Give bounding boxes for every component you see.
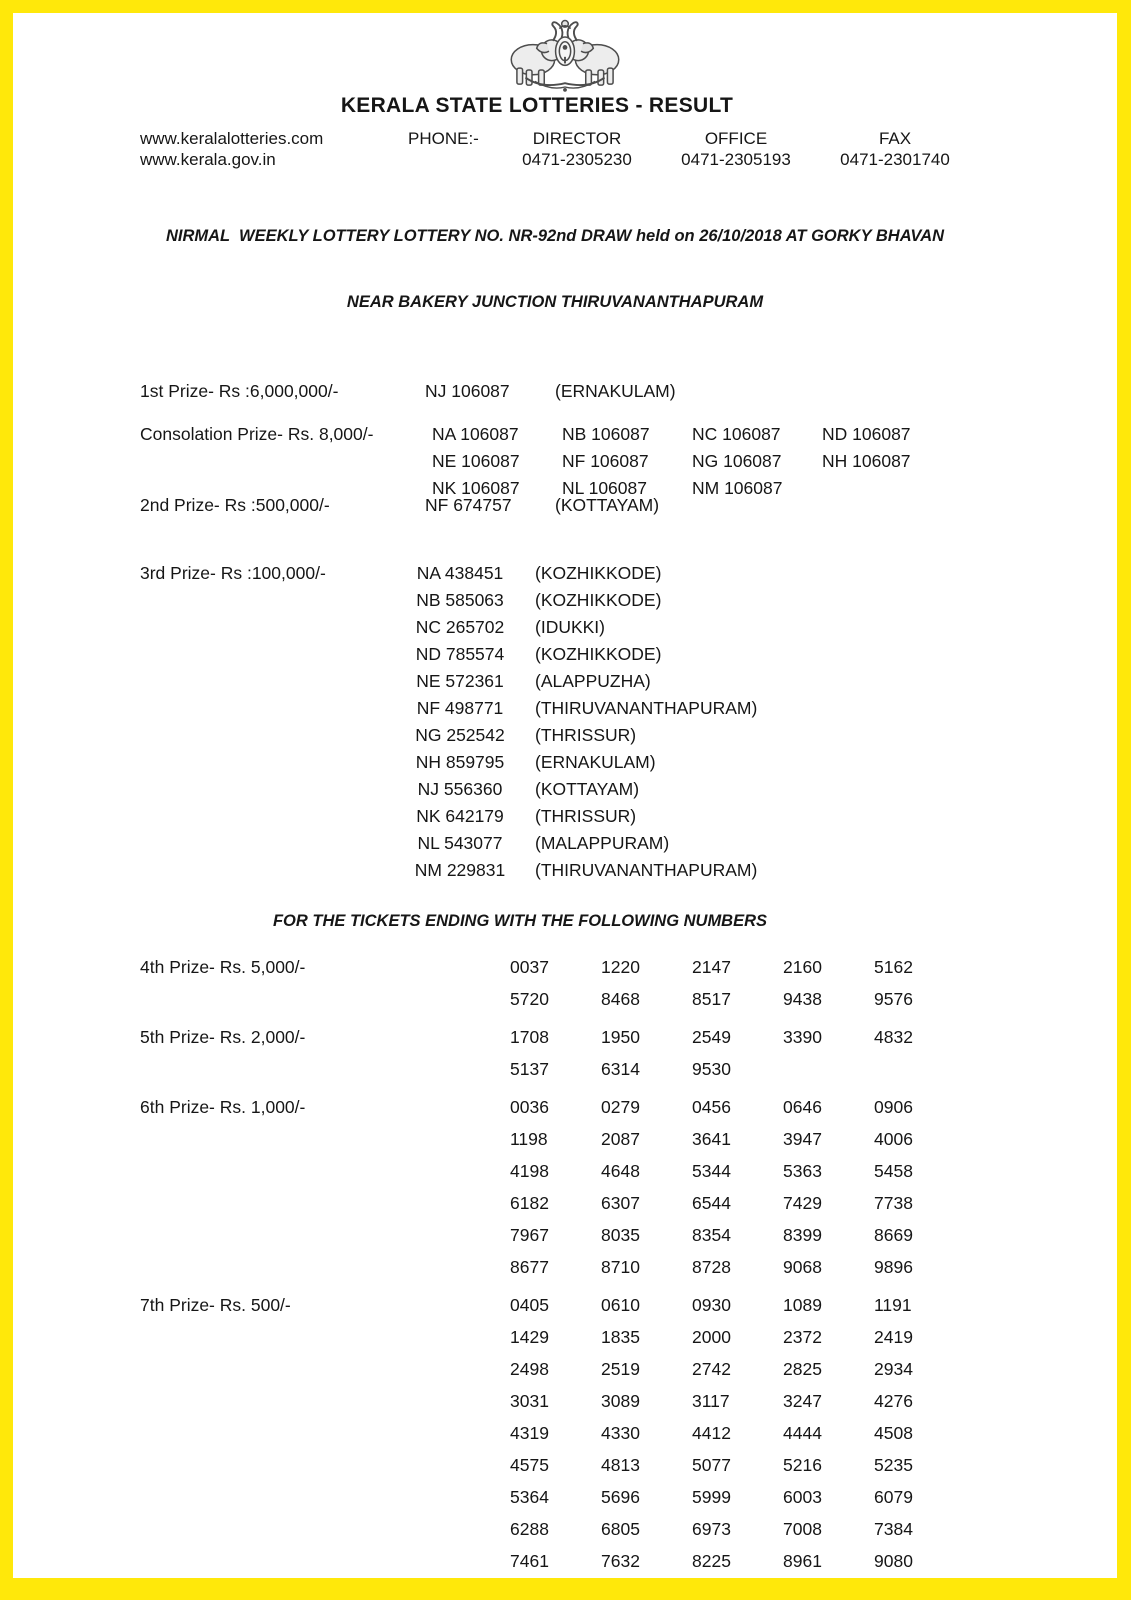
district: (KOTTAYAM): [535, 779, 640, 799]
ticket-ending-number: 2742: [692, 1359, 731, 1379]
ticket-ending-number: 4832: [874, 1027, 913, 1047]
winning-ticket: NG 252542: [415, 725, 505, 745]
contact-number: 0471-2305193: [681, 150, 791, 169]
third-prize-row: [398, 560, 757, 587]
ticket-ending-number: 0279: [601, 1097, 640, 1117]
ticket-ending-number: 0036: [510, 1097, 549, 1117]
ticket-ending-number: 8669: [874, 1225, 913, 1245]
ticket-ending-number: 8468: [601, 989, 640, 1009]
ticket-ending-number: 3089: [601, 1391, 640, 1411]
ticket-ending-number: 9896: [874, 1257, 913, 1277]
ticket-ending-number: 1198: [510, 1129, 548, 1149]
ticket-ending-number: 8354: [692, 1225, 731, 1245]
third-prize-row: [398, 857, 757, 884]
ticket-ending-number: 5696: [601, 1487, 640, 1507]
contact-number: 0471-2301740: [840, 150, 950, 169]
ending-numbers-row: [510, 1021, 965, 1053]
district: (ERNAKULAM): [535, 752, 656, 772]
ticket-ending-number: 1191: [874, 1295, 912, 1315]
ticket-ending-number: 7967: [510, 1225, 549, 1245]
ticket-ending-number: 6307: [601, 1193, 640, 1213]
ticket-ending-number: 5344: [692, 1161, 731, 1181]
ticket-ending-number: 2087: [601, 1129, 640, 1149]
ending-numbers-title: FOR THE TICKETS ENDING WITH THE FOLLOWING NUMBERS: [272, 912, 768, 930]
ticket-ending-number: 4575: [510, 1455, 549, 1475]
consolation-rows: [432, 421, 952, 502]
winning-ticket: NA 106087: [432, 424, 519, 444]
ending-numbers-row: [510, 1385, 965, 1417]
winning-ticket: NC 265702: [415, 617, 505, 637]
ticket-ending-number: 4006: [874, 1129, 913, 1149]
consolation-prize-section: [140, 421, 1117, 502]
third-prize-row: [398, 803, 757, 830]
district: (KOZHIKKODE): [535, 644, 662, 664]
ticket-ending-number: 8517: [692, 989, 731, 1009]
winning-ticket: NC 106087: [692, 424, 781, 444]
district: (ALAPPUZHA): [535, 671, 651, 691]
ticket-ending-number: 8728: [692, 1257, 731, 1277]
draw-title: [13, 181, 1117, 357]
ending-prize-block: [140, 1021, 1117, 1085]
third-prize-row: [398, 776, 757, 803]
winning-ticket: NE 572361: [416, 671, 504, 691]
ticket-ending-number: 5077: [692, 1455, 731, 1475]
ticket-ending-number: 4276: [874, 1391, 913, 1411]
ticket-ending-number: 1950: [601, 1027, 640, 1047]
contact-director: [504, 128, 650, 170]
contact-label: DIRECTOR: [532, 129, 622, 148]
ticket-ending-number: 4330: [601, 1423, 640, 1443]
ticket-ending-number: 7632: [601, 1551, 640, 1571]
ending-numbers-row: [510, 1251, 965, 1283]
ticket-ending-number: 9438: [783, 989, 822, 1009]
prize-label: 6th Prize- Rs. 1,000/-: [140, 1097, 306, 1117]
ticket-ending-number: 2825: [783, 1359, 822, 1379]
third-prize-row: [398, 668, 757, 695]
ticket-ending-number: 6314: [601, 1059, 640, 1079]
ticket-ending-number: 4813: [601, 1455, 640, 1475]
ticket-ending-number: 1220: [601, 957, 640, 977]
ticket-ending-number: 6182: [510, 1193, 549, 1213]
ticket-ending-number: 3031: [510, 1391, 549, 1411]
ticket-ending-number: 9068: [783, 1257, 822, 1277]
third-prize-row: [398, 830, 757, 857]
ending-numbers-row: [510, 983, 965, 1015]
district: (THRISSUR): [535, 806, 637, 826]
district: (KOZHIKKODE): [535, 563, 662, 583]
ticket-ending-number: 5162: [874, 957, 913, 977]
ending-prizes: [140, 951, 1117, 1577]
ticket-ending-number: 0037: [510, 957, 549, 977]
ticket-ending-number: 2147: [692, 957, 731, 977]
winning-ticket: NM 106087: [692, 478, 783, 498]
ending-numbers-row: [510, 1545, 965, 1577]
winning-ticket: ND 106087: [822, 424, 911, 444]
ending-prize-block: [140, 1091, 1117, 1283]
phone-label: PHONE:-: [408, 129, 479, 148]
ticket-ending-number: 8677: [510, 1257, 549, 1277]
district: (THRISSUR): [535, 725, 637, 745]
consolation-row: [432, 448, 952, 475]
ticket-ending-number: 8225: [692, 1551, 731, 1571]
ending-numbers-row: [510, 951, 965, 983]
winning-ticket: NE 106087: [432, 451, 520, 471]
ticket-ending-number: 0456: [692, 1097, 731, 1117]
ticket-ending-number: 4198: [510, 1161, 549, 1181]
ticket-ending-number: 1835: [601, 1327, 640, 1347]
ending-numbers-row: [510, 1353, 965, 1385]
draw-title-line2: NEAR BAKERY JUNCTION THIRUVANANTHAPURAM: [346, 293, 764, 311]
district: (ERNAKULAM): [555, 381, 676, 401]
district: (MALAPPURAM): [535, 833, 670, 853]
ending-numbers-row: [510, 1481, 965, 1513]
ticket-ending-number: 6288: [510, 1519, 549, 1539]
ticket-ending-number: 5363: [783, 1161, 822, 1181]
prize-label: 3rd Prize- Rs :100,000/-: [140, 563, 326, 583]
ticket-ending-number: 0930: [692, 1295, 731, 1315]
ending-numbers-row: [510, 1289, 965, 1321]
ticket-ending-number: 0405: [510, 1295, 549, 1315]
winning-ticket: NA 438451: [416, 563, 504, 583]
ending-prize-block: [140, 1289, 1117, 1577]
ticket-ending-number: 3390: [783, 1027, 822, 1047]
ticket-ending-number: 9576: [874, 989, 913, 1009]
ticket-ending-number: 2000: [692, 1327, 731, 1347]
ticket-ending-number: 5216: [783, 1455, 822, 1475]
ticket-ending-number: 5235: [874, 1455, 913, 1475]
ticket-ending-number: 6544: [692, 1193, 731, 1213]
third-prize-row: [398, 614, 757, 641]
ticket-ending-number: 8710: [601, 1257, 640, 1277]
ticket-ending-number: 7738: [874, 1193, 913, 1213]
district: (KOTTAYAM): [555, 495, 660, 515]
emblem-container: [13, 13, 1117, 93]
ticket-ending-number: 7461: [510, 1551, 549, 1571]
ticket-ending-number: 4648: [601, 1161, 640, 1181]
ticket-ending-number: 6079: [874, 1487, 913, 1507]
ending-numbers-row: [510, 1417, 965, 1449]
winning-ticket: NF 498771: [416, 698, 504, 718]
ticket-ending-number: 6805: [601, 1519, 640, 1539]
third-prize-list: [398, 560, 757, 884]
winning-ticket: NJ 106087: [425, 381, 510, 401]
ticket-ending-number: 0906: [874, 1097, 913, 1117]
ending-numbers-row: [510, 1513, 965, 1545]
ticket-ending-number: 9530: [692, 1059, 731, 1079]
district: (THIRUVANANTHAPURAM): [535, 860, 758, 880]
winning-ticket: NK 642179: [416, 806, 504, 826]
ending-numbers-row: [510, 1321, 965, 1353]
ending-numbers-row: [510, 1449, 965, 1481]
second-prize-row: [140, 495, 1117, 515]
consolation-row: [432, 421, 952, 448]
ticket-ending-number: 1429: [510, 1327, 549, 1347]
ticket-ending-number: 0610: [601, 1295, 640, 1315]
winning-ticket: NJ 556360: [417, 779, 503, 799]
ending-numbers-grid: [510, 1021, 965, 1085]
ticket-ending-number: 9080: [874, 1551, 913, 1571]
ticket-ending-number: 4319: [510, 1423, 549, 1443]
ending-numbers-grid: [510, 1091, 965, 1283]
ticket-ending-number: 3247: [783, 1391, 822, 1411]
district: (KOZHIKKODE): [535, 590, 662, 610]
ticket-ending-number: 8035: [601, 1225, 640, 1245]
ending-numbers-grid: [510, 1289, 965, 1577]
third-prize-row: [398, 695, 757, 722]
ticket-ending-number: 8961: [783, 1551, 822, 1571]
ticket-ending-number: 2160: [783, 957, 822, 977]
ticket-ending-number: 1708: [510, 1027, 549, 1047]
contact-label: FAX: [878, 129, 912, 148]
website-keralalotteries: www.keralalotteries.com: [140, 129, 324, 148]
third-prize-row: [398, 749, 757, 776]
prize-label: Consolation Prize- Rs. 8,000/-: [140, 424, 374, 444]
winning-ticket: NL 106087: [562, 478, 647, 498]
ending-numbers-row: [510, 1053, 965, 1085]
ticket-ending-number: 1089: [783, 1295, 822, 1315]
ticket-ending-number: 2372: [783, 1327, 822, 1347]
ending-numbers-row: [510, 1187, 965, 1219]
prize-label: 7th Prize- Rs. 500/-: [140, 1295, 291, 1315]
ticket-ending-number: 2419: [874, 1327, 913, 1347]
winning-ticket: NF 106087: [562, 451, 649, 471]
website-kerala-gov: www.kerala.gov.in: [140, 150, 276, 169]
ticket-ending-number: 5137: [510, 1059, 549, 1079]
ticket-ending-number: 4508: [874, 1423, 913, 1443]
ticket-ending-number: 5999: [692, 1487, 731, 1507]
kerala-government-emblem: [499, 15, 631, 93]
winning-ticket: NG 106087: [692, 451, 782, 471]
ticket-ending-number: 3117: [692, 1391, 730, 1411]
ticket-ending-number: 6973: [692, 1519, 731, 1539]
prize-label: 4th Prize- Rs. 5,000/-: [140, 957, 306, 977]
contact-fax: [822, 128, 968, 170]
ending-numbers-row: [510, 1091, 965, 1123]
ticket-ending-number: 5364: [510, 1487, 549, 1507]
ticket-ending-number: 3641: [692, 1129, 731, 1149]
winning-ticket: NM 229831: [414, 860, 506, 880]
ending-numbers-row: [510, 1123, 965, 1155]
winning-ticket: ND 785574: [415, 644, 505, 664]
third-prize-row: [398, 587, 757, 614]
ticket-ending-number: 7384: [874, 1519, 913, 1539]
contact-number: 0471-2305230: [522, 150, 632, 169]
ticket-ending-number: 2498: [510, 1359, 549, 1379]
winning-ticket: NL 543077: [417, 833, 503, 853]
prize-label: 1st Prize- Rs :6,000,000/-: [140, 381, 339, 401]
prize-label: 5th Prize- Rs. 2,000/-: [140, 1027, 306, 1047]
ticket-ending-number: 4444: [783, 1423, 822, 1443]
ticket-ending-number: 2934: [874, 1359, 913, 1379]
ticket-ending-number: 0646: [783, 1097, 822, 1117]
third-prize-row: [398, 722, 757, 749]
contact-label: OFFICE: [704, 129, 768, 148]
ending-numbers-grid: [510, 951, 965, 1015]
prize-label: 2nd Prize- Rs :500,000/-: [140, 495, 330, 515]
district: (THIRUVANANTHAPURAM): [535, 698, 758, 718]
ticket-ending-number: 5720: [510, 989, 549, 1009]
ending-numbers-row: [510, 1155, 965, 1187]
winning-ticket: NF 674757: [425, 495, 512, 515]
ticket-ending-number: 4412: [692, 1423, 731, 1443]
ticket-ending-number: 8399: [783, 1225, 822, 1245]
ticket-ending-number: 6003: [783, 1487, 822, 1507]
website-links: [140, 128, 408, 170]
page-title: KERALA STATE LOTTERIES - RESULT: [340, 94, 734, 117]
winning-ticket: NB 585063: [416, 590, 504, 610]
winning-ticket: NH 106087: [822, 451, 911, 471]
third-prize-section: [140, 560, 1117, 884]
ticket-ending-number: 3947: [783, 1129, 822, 1149]
winning-ticket: NH 859795: [415, 752, 505, 772]
ending-numbers-row: [510, 1219, 965, 1251]
ticket-ending-number: 7008: [783, 1519, 822, 1539]
winning-ticket: NB 106087: [562, 424, 650, 444]
contact-row: [140, 128, 1117, 170]
contact-office: [650, 128, 822, 170]
ticket-ending-number: 2549: [692, 1027, 731, 1047]
ticket-ending-number: 2519: [601, 1359, 640, 1379]
third-prize-row: [398, 641, 757, 668]
ending-prize-block: [140, 951, 1117, 1015]
draw-title-line1: NIRMAL WEEKLY LOTTERY LOTTERY NO. NR-92nd DRAW held on 26/10/2018 AT GORKY BHAVAN: [165, 227, 945, 245]
first-prize-row: [140, 381, 1117, 401]
ticket-ending-number: 5458: [874, 1161, 913, 1181]
winning-ticket: NK 106087: [432, 478, 520, 498]
ticket-ending-number: 7429: [783, 1193, 822, 1213]
district: (IDUKKI): [535, 617, 605, 637]
